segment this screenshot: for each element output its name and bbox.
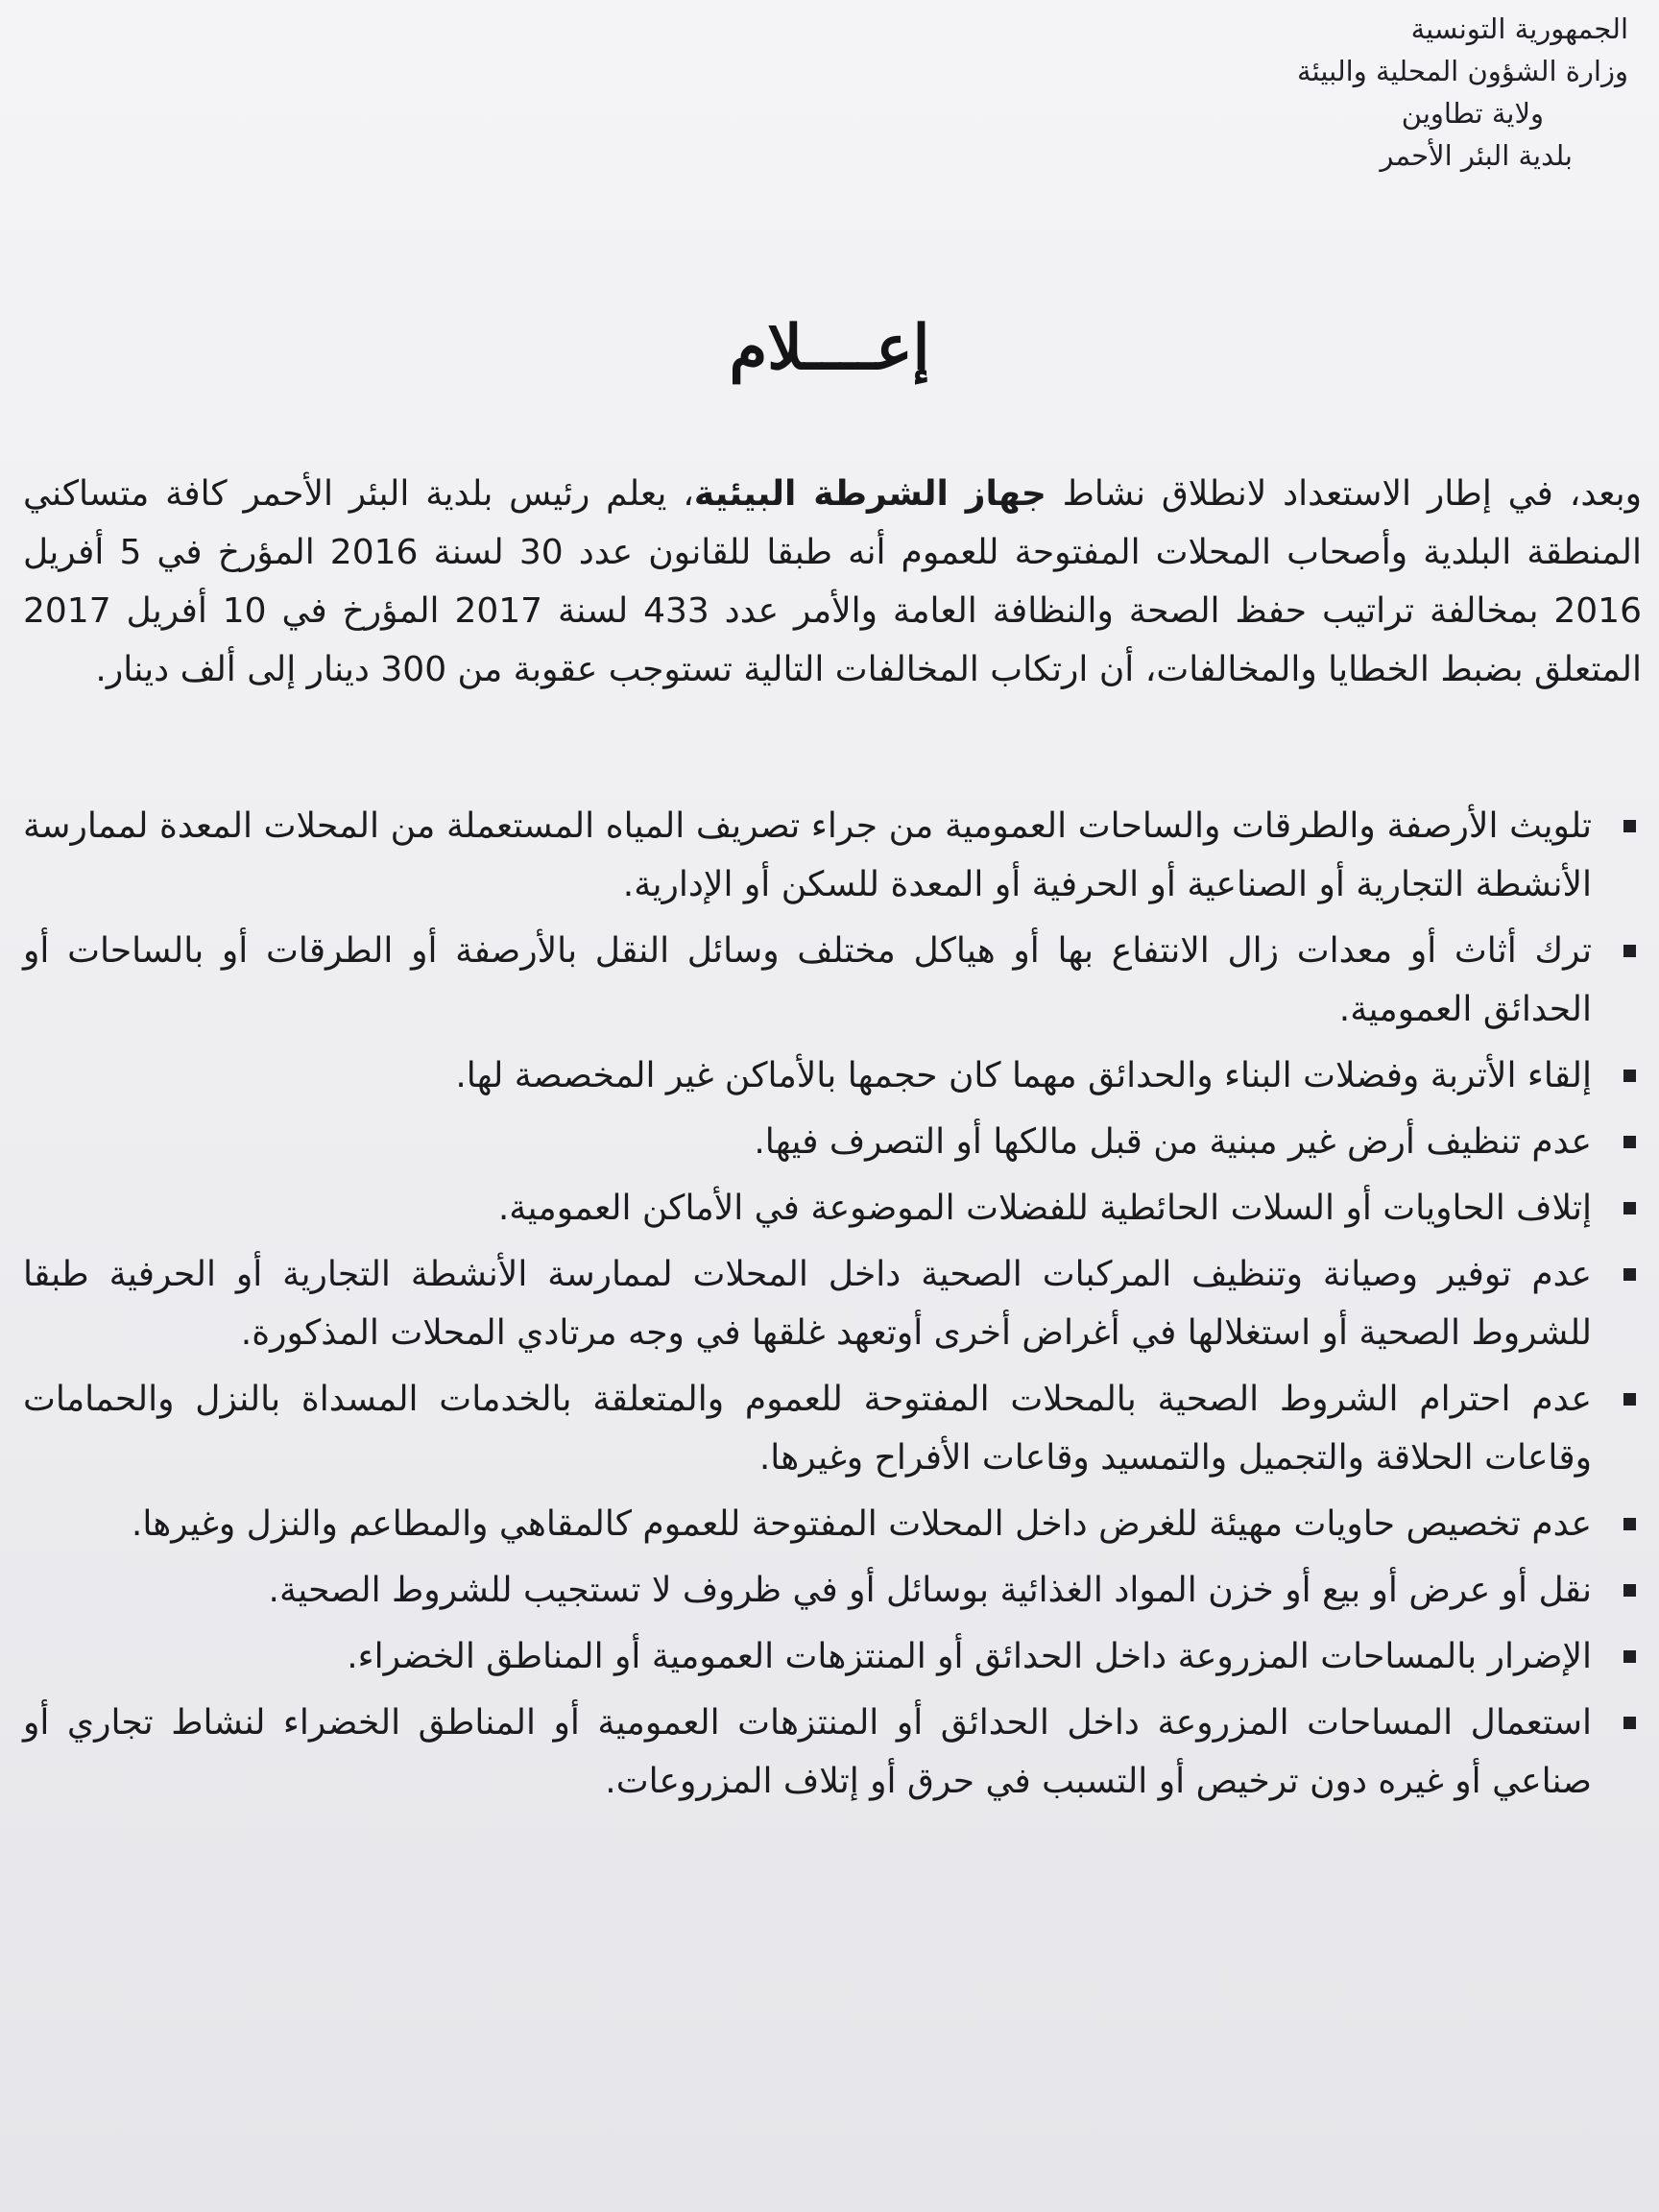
list-item-text: نقل أو عرض أو بيع أو خزن المواد الغذائية بوسائل أو في ظروف لا تستجيب للشروط الصحية. bbox=[268, 1571, 1592, 1610]
bullet-square-icon bbox=[1623, 1584, 1636, 1597]
bullet-square-icon bbox=[1623, 1136, 1636, 1148]
list-item bbox=[23, 797, 1642, 914]
bullet-square-icon bbox=[1623, 945, 1636, 957]
list-item bbox=[23, 1561, 1642, 1620]
list-item-text: تلويث الأرصفة والطرقات والساحات العمومية من جراء تصريف المياه المستعملة من المحلات المعدة لممارسة الأنشطة التجارية أو الصناعية أو الحرفية أو المعدة للسكن أو الإدارية. bbox=[23, 806, 1592, 904]
letterhead-republic: الجمهورية التونسية bbox=[1410, 12, 1628, 45]
bullet-square-icon bbox=[1623, 820, 1636, 832]
intro-bold-agency: جهاز الشرطة البيئية bbox=[693, 474, 1046, 514]
notice-title: إعــــلام bbox=[729, 312, 930, 384]
list-item-text: عدم احترام الشروط الصحية بالمحلات المفتوحة للعموم والمتعلقة بالخدمات المسداة بالنزل والحمامات وقاعات الحلاقة والتجميل والتمسيد وقاعات الأفراح وغيرها. bbox=[23, 1380, 1592, 1478]
bullet-square-icon bbox=[1623, 1717, 1636, 1729]
list-item-text: استعمال المساحات المزروعة داخل الحدائق أو المنتزهات العمومية أو المناطق الخضراء لنشاط تجاري أو صناعي أو غيره دون ترخيص أو التسبب في حرق أو إتلاف المزروعات. bbox=[23, 1703, 1592, 1801]
list-item-text: إتلاف الحاويات أو السلات الحائطية للفضلات الموضوعة في الأماكن العمومية. bbox=[497, 1189, 1592, 1228]
list-item-text: إلقاء الأتربة وفضلات البناء والحدائق مهما كان حجمها بالأماكن غير المخصصة لها. bbox=[455, 1056, 1592, 1095]
list-item-text: ترك أثاث أو معدات زال الانتفاع بها أو هياكل مختلف وسائل النقل بالأرصفة أو الطرقات أو بالساحات أو الحدائق العمومية. bbox=[23, 931, 1592, 1029]
list-item-text: عدم تخصيص حاويات مهيئة للغرض داخل المحلات المفتوحة للعموم كالمقاهي والمطاعم والنزل وغيرها. bbox=[131, 1504, 1592, 1544]
list-item bbox=[23, 1370, 1642, 1487]
list-item bbox=[23, 1495, 1642, 1553]
letterhead-municipality: بلدية البئر الأحمر bbox=[1380, 139, 1573, 172]
bullet-square-icon bbox=[1623, 1650, 1636, 1663]
letterhead bbox=[1091, 8, 1628, 177]
bullet-square-icon bbox=[1623, 1393, 1636, 1406]
letterhead-ministry: وزارة الشؤون المحلية والبيئة bbox=[1297, 55, 1628, 87]
intro-text-end: ، يعلم رئيس بلدية البئر الأحمر كافة متساكني المنطقة البلدية وأصحاب المحلات المفتوحة للعموم أنه طبقا للقانون عدد 30 لسنة 2016 المؤرخ في 5 أفريل 2016 بمخالفة تراتيب حفظ الصحة والنظافة العامة والأمر عدد 433 لسنة 2017 المؤرخ في 10 أفريل 2017 المتعلق بضبط الخطايا والمخالفات، أن ارتكاب المخالفات التالية تستوجب عقوبة من 300 دينار إلى ألف دينار. bbox=[23, 474, 1642, 689]
list-item bbox=[23, 1179, 1642, 1238]
bullet-square-icon bbox=[1623, 1518, 1636, 1530]
list-item bbox=[23, 1694, 1642, 1811]
list-item bbox=[23, 1046, 1642, 1105]
intro-paragraph bbox=[23, 465, 1642, 699]
violations-list bbox=[23, 797, 1642, 1818]
list-item bbox=[23, 1627, 1642, 1686]
list-item bbox=[23, 1245, 1642, 1362]
intro-text-start: وبعد، في إطار الاستعداد لانطلاق نشاط bbox=[1046, 474, 1642, 514]
list-item bbox=[23, 922, 1642, 1039]
bullet-square-icon bbox=[1623, 1070, 1636, 1082]
bullet-square-icon bbox=[1623, 1268, 1636, 1281]
list-item-text: عدم تنظيف أرض غير مبنية من قبل مالكها أو التصرف فيها. bbox=[754, 1122, 1592, 1162]
bullet-square-icon bbox=[1623, 1202, 1636, 1214]
letterhead-governorate: ولاية تطاوين bbox=[1401, 97, 1544, 130]
list-item-text: عدم توفير وصيانة وتنظيف المركبات الصحية داخل المحلات لممارسة الأنشطة التجارية أو الحرفية طبقا للشروط الصحية أو استغلالها في أغراض أخرى أوتعهد غلقها في وجه مرتادي المحلات المذكورة. bbox=[23, 1255, 1592, 1353]
list-item bbox=[23, 1113, 1642, 1171]
list-item-text: الإضرار بالمساحات المزروعة داخل الحدائق أو المنتزهات العمومية أو المناطق الخضراء. bbox=[347, 1637, 1592, 1676]
